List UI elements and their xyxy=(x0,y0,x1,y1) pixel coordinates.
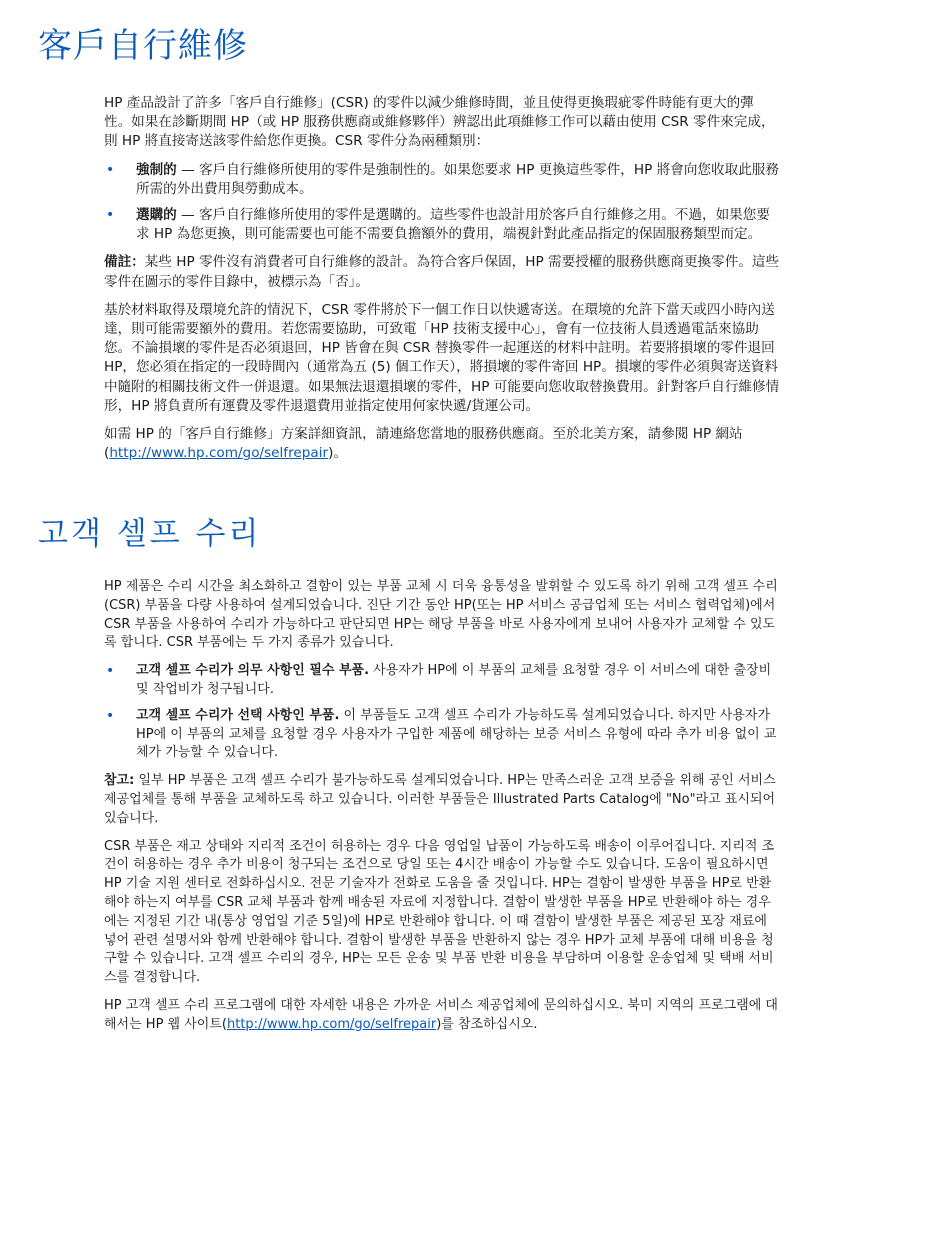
section-body-korean xyxy=(104,578,780,1044)
info-paragraph xyxy=(104,425,780,463)
section-heading-korean: 고객 셀프 수리 xyxy=(38,516,262,552)
list-item-term: 選購的 xyxy=(136,207,177,224)
list-item-term: 고객 셀프 수리가 선택 사항인 부품. xyxy=(136,707,340,723)
note-label: 備註： xyxy=(104,254,145,271)
section-body-chinese xyxy=(104,94,780,472)
section-heading-chinese: 客戶自行維修 xyxy=(38,26,248,66)
info-paragraph xyxy=(104,997,780,1035)
part-category-list xyxy=(104,161,780,245)
selfrepair-link[interactable]: http://www.hp.com/go/selfrepair xyxy=(227,1016,437,1032)
list-item-text: 이 부품들도 고객 셀프 수리가 가능하도록 설계되었습니다. 하지만 사용자가 HP에 이 부품의 교체를 요청할 경우 사용자가 구입한 제품에 해당하는 보증 서비스 유형에 따라 추가 비용 없이 교체가 가능할 수 있습니다. xyxy=(136,707,777,761)
part-category-list xyxy=(104,662,780,763)
info-text-before: HP 고객 셀프 수리 프로그램에 대한 자세한 내용은 가까운 서비스 제공업체에 문의하십시오. 북미 지역의 프로그램에 대해서는 HP 웹 사이트( xyxy=(104,997,778,1032)
info-text-after: )。 xyxy=(328,445,347,462)
list-item-text: — 客戶自行維修所使用的零件是選購的。這些零件也設計用於客戶自行維修之用。不過，如果您要求 HP 為您更換，則可能需要也可能不需要負擔額外的費用，端視針對此產品指定的保固服務類型而定。 xyxy=(136,207,770,243)
bullet-icon: • xyxy=(106,707,115,724)
list-item-text: — 客戶自行維修所使用的零件是強制性的。如果您要求 HP 更換這些零件，HP 將會向您收取此服務所需的外出費用與勞動成本。 xyxy=(136,161,779,197)
info-text-after: )를 참조하십시오. xyxy=(436,1016,538,1032)
list-item xyxy=(104,161,780,199)
bullet-icon: • xyxy=(106,207,115,224)
bullet-icon: • xyxy=(106,161,115,178)
shipping-paragraph: CSR 부품은 재고 상태와 지리적 조건이 허용하는 경우 다음 영업일 납품이 가능하도록 배송이 이루어집니다. 지리적 조건이 허용하는 경우 추가 비용이 청구되는 조건으로 당일 또는 4시간 배송이 가능할 수도 있습니다. 도움이 필요하시면 HP 기술 지원 센터로 전화하십시오. 전문 기술자가 전화로 도움을 줄 것입니다. HP는 결함이 발생한 부품을 HP로 반환해야 하는지 여부를 CSR 교체 부품과 함께 배송된 자료에 지정합니다. 결함이 발생한 부품을 HP로 반환해야 하는 경우에는 지정된 기간 내(통상 영업일 기준 5일)에 HP로 반환해야 합니다. 이 때 결함이 발생한 부품은 제공된 포장 재료에 넣어 관련 설명서와 함께 반환해야 합니다. 결함이 발생한 부품을 반환하지 않는 경우 HP가 교체 부품에 대해 비용을 청구할 수 있습니다. 고객 셀프 수리의 경우, HP는 모든 운송 및 부품 반환 비용을 부담하며 이용할 운송업체 및 택배 서비스를 결정합니다. xyxy=(104,838,775,986)
note-paragraph xyxy=(104,253,780,291)
list-item xyxy=(104,206,780,244)
list-item xyxy=(104,662,780,700)
note-text: 일부 HP 부품은 고객 셀프 수리가 불가능하도록 설계되었습니다. HP는 만족스러운 고객 보증을 위해 공인 서비스 제공업체를 통해 부품을 교체하도록 하고 있습니다. 이러한 부품들은 Illustrated Parts Catalog에 "No"라고 표시되어 있습니다. xyxy=(104,773,776,826)
note-text: 某些 HP 零件沒有消費者可自行維修的設計。為符合客戶保固，HP 需要授權的服務供應商更換零件。這些零件在圖示的零件目錄中，被標示為「否」。 xyxy=(104,254,780,290)
intro-paragraph: HP 產品設計了許多「客戶自行維修」(CSR) 的零件以減少維修時間，並且使得更換瑕疵零件時能有更大的彈性。如果在診斷期間 HP（或 HP 服務供應商或維修夥伴）辨認出此項維修工作可以藉由使用 CSR 零件來完成，則 HP 將直接寄送該零件給您作更換。CSR 零件分為兩種類別： xyxy=(104,95,775,150)
bullet-icon: • xyxy=(106,663,115,680)
note-label: 참고: xyxy=(104,773,135,789)
shipping-paragraph: 基於材料取得及環境允許的情況下，CSR 零件將於下一個工作日以快遞寄送。在環境的允許下當天或四小時內送達，則可能需要額外的費用。若您需要協助，可致電「HP 技術支援中心」，會有一位技術人員透過電話來協助您。不論損壞的零件是否必須退回，HP 皆會在與 CSR 替換零件一起運送的材料中註明。若要將損壞的零件退回 HP，您必須在指定的一段時間內（通常為五 (5) 個工作天），將損壞的零件寄回 HP。損壞的零件必須與寄送資料中隨附的相關技術文件一併退還。如果無法退還損壞的零件，HP 可能要向您收取替換費用。針對客戶自行維修情形，HP 將負責所有運費及零件退還費用並指定使用何家快遞/貨運公司。 xyxy=(104,301,780,414)
list-item-term: 고객 셀프 수리가 의무 사항인 필수 부품. xyxy=(136,663,370,679)
intro-paragraph: HP 제품은 수리 시간을 최소화하고 결함이 있는 부품 교체 시 더욱 융통성을 발휘할 수 있도록 하기 위해 고객 셀프 수리(CSR) 부품을 다량 사용하여 설계되었습니다. 진단 기간 동안 HP(또는 HP 서비스 공급업체 또는 서비스 협력업체)에서 CSR 부품을 사용하여 수리가 가능하다고 판단되면 HP는 해당 부품을 바로 사용자에게 보내어 사용자가 교체할 수 있도록 합니다. CSR 부품에는 두 가지 종류가 있습니다. xyxy=(104,579,778,651)
info-text-before: 如需 HP 的「客戶自行維修」方案詳細資訊，請連絡您當地的服務供應商。至於北美方案，請參閱 HP 網站 ( xyxy=(104,426,743,462)
list-item-term: 強制的 xyxy=(136,161,177,178)
list-item-text: 사용자가 HP에 이 부품의 교체를 요청할 경우 이 서비스에 대한 출장비 및 작업비가 청구됩니다. xyxy=(136,663,772,697)
list-item xyxy=(104,707,780,763)
selfrepair-link[interactable]: http://www.hp.com/go/selfrepair xyxy=(109,445,329,462)
note-paragraph xyxy=(104,772,780,828)
